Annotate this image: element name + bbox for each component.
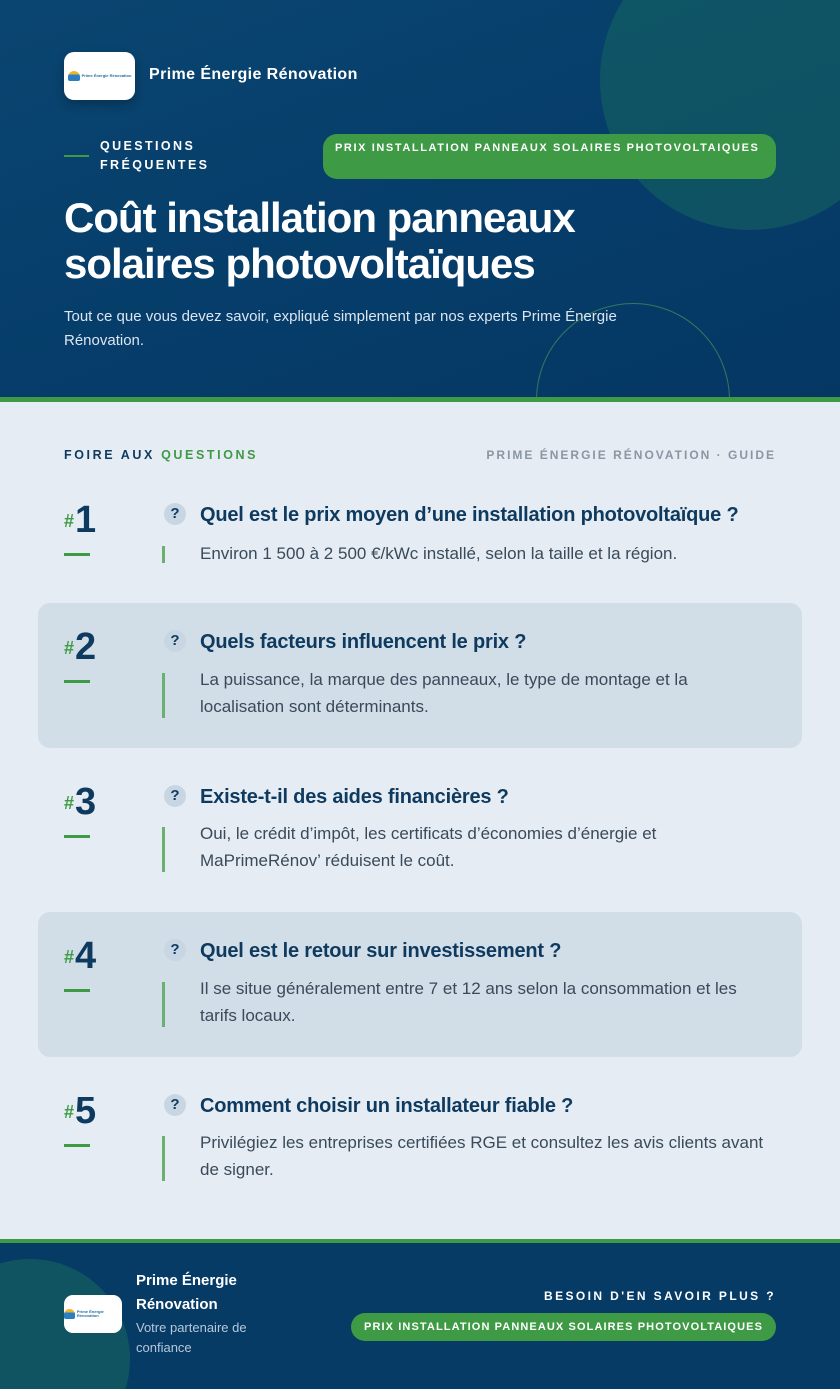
faq-number [64, 782, 96, 822]
footer [0, 1239, 840, 1389]
number-dash [64, 835, 90, 838]
question-mark-icon: ? [164, 630, 186, 652]
footer-logo[interactable] [64, 1295, 122, 1333]
answer-bar [162, 546, 165, 563]
number-dash [64, 553, 90, 556]
faq-number-value: 1 [75, 499, 97, 541]
question-mark-icon: ? [164, 503, 186, 525]
topic-pill: PRIX INSTALLATION PANNEAUX SOLAIRES PHOTOVOLTAIQUES [323, 134, 776, 179]
logo-text: Prime Énergie Rénovation [81, 72, 132, 78]
faq-number-value: 3 [75, 781, 97, 823]
faq-number-value: 5 [75, 1090, 97, 1132]
faq-question[interactable]: Comment choisir un installateur fiable ? [200, 1095, 574, 1117]
section-guide-label: PRIME ÉNERGIE RÉNOVATION · GUIDE [486, 448, 776, 462]
answer-bar [162, 1136, 165, 1181]
page-title: Coût installation panneaux solaires photovoltaïques [64, 194, 575, 287]
number-dash [64, 1144, 90, 1147]
eyebrow-label: QUESTIONS FRÉQUENTES [100, 139, 210, 172]
question-mark-icon: ? [164, 939, 186, 961]
hash-mark: # [64, 1102, 75, 1122]
faq-question[interactable]: Existe-t-il des aides financières ? [200, 786, 509, 808]
question-mark-icon: ? [164, 785, 186, 807]
hero-divider [0, 397, 840, 402]
hash-mark: # [64, 793, 75, 813]
footer-tagline: Votre partenaire de confiance [136, 1320, 247, 1355]
house-sun-logo-icon [64, 1309, 122, 1319]
hash-mark: # [64, 947, 75, 967]
number-dash [64, 680, 90, 683]
hash-mark: # [64, 511, 75, 531]
hash-mark: # [64, 638, 75, 658]
faq-number-value: 4 [75, 935, 97, 977]
section-title [64, 448, 258, 462]
answer-bar [162, 827, 165, 872]
faq-answer: La puissance, la marque des panneaux, le type de montage et la localisation sont déterminants. [200, 670, 688, 716]
footer-cta-question: BESOIN D'EN SAVOIR PLUS ? [544, 1289, 776, 1303]
section-title-b: QUESTIONS [161, 448, 259, 462]
faq-question[interactable]: Quel est le retour sur investissement ? [200, 940, 562, 962]
number-dash [64, 989, 90, 992]
footer-divider [0, 1239, 840, 1243]
brand-name: Prime Énergie Rénovation [149, 66, 358, 83]
question-mark-icon: ? [164, 1094, 186, 1116]
page-subtitle: Tout ce que vous devez savoir, expliqué simplement par nos experts Prime Énergie Rénovation. [64, 308, 617, 349]
footer-brand-name: Prime Énergie Rénovation [136, 1272, 237, 1313]
faq-answer: Il se situe généralement entre 7 et 12 ans selon la consommation et les tarifs locaux. [200, 979, 737, 1025]
faq-number [64, 1091, 96, 1131]
section-title-a: FOIRE AUX [64, 448, 155, 462]
faq-number [64, 627, 96, 667]
faq-number [64, 500, 96, 540]
faq-answer: Oui, le crédit d’impôt, les certificats d’économies d’énergie et MaPrimeRénov’ réduisent le coût. [200, 824, 657, 870]
answer-bar [162, 982, 165, 1027]
faq-number-value: 2 [75, 626, 97, 668]
faq-answer: Environ 1 500 à 2 500 €/kWc installé, selon la taille et la région. [200, 544, 678, 563]
hero-header [0, 0, 840, 397]
faq-question[interactable]: Quels facteurs influencent le prix ? [200, 631, 527, 653]
brand-logo[interactable] [64, 52, 135, 100]
eyebrow-dash [64, 155, 89, 157]
logo-text: Prime Énergie Rénovation [76, 1308, 104, 1318]
faq-answer: Privilégiez les entreprises certifiées RGE et consultez les avis clients avant de signer. [200, 1133, 764, 1179]
footer-topic-pill[interactable]: PRIX INSTALLATION PANNEAUX SOLAIRES PHOTOVOLTAIQUES [351, 1313, 776, 1341]
house-sun-logo-icon [68, 71, 132, 81]
faq-question[interactable]: Quel est le prix moyen d’une installation photovoltaïque ? [200, 504, 739, 526]
faq-number [64, 936, 96, 976]
answer-bar [162, 673, 165, 718]
